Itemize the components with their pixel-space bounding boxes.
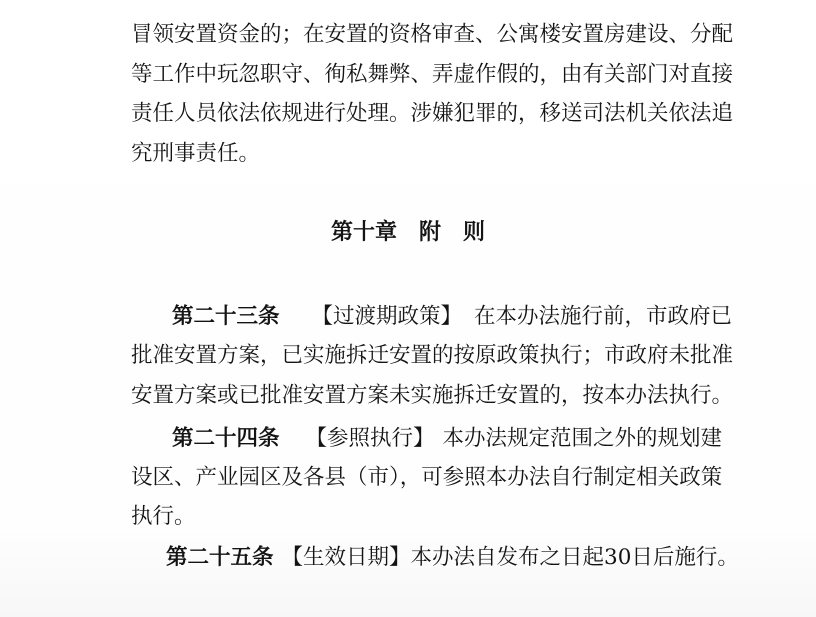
paragraph-line: 冒领安置资金的；在安置的资格审查、公寓楼安置房建设、分配 — [131, 22, 734, 47]
paragraph-line: 批准安置方案，已实施拆迁安置的按原政策执行；市政府未批准 — [131, 343, 734, 368]
paragraph-line: 设区、产业园区及各县（市），可参照本办法自行制定相关政策 — [131, 465, 723, 490]
article-23-line-1 — [172, 302, 732, 332]
article-title: 【过渡期政策】 — [311, 304, 463, 329]
paragraph-line: 责任人员依法依规进行处理。涉嫌犯罪的，移送司法机关依法追 — [131, 101, 734, 126]
article-title: 【生效日期】 — [281, 545, 411, 570]
article-text: 本办法自发布之日起30日后施行。 — [410, 545, 739, 570]
article-text: 在本办法施行前，市政府已 — [474, 304, 733, 329]
article-number: 第二十三条 — [172, 304, 280, 329]
paragraph-line: 安置方案或已批准安置方案未实施拆迁安置的，按本办法执行。 — [131, 383, 734, 408]
paragraph-line: 等工作中玩忽职守、徇私舞弊、弄虚作假的，由有关部门对直接 — [131, 62, 734, 87]
article-text: 本办法规定范围之外的规划建 — [442, 426, 723, 451]
article-number: 第二十四条 — [172, 426, 280, 451]
article-title: 【参照执行】 — [305, 426, 435, 451]
article-number: 第二十五条 — [166, 545, 274, 570]
chapter-heading: 第十章 附 则 — [330, 220, 485, 245]
article-25-line-1 — [166, 543, 739, 573]
article-24-line-1 — [172, 424, 722, 454]
paragraph-line: 究刑事责任。 — [131, 141, 261, 166]
paragraph-line: 执行。 — [131, 504, 196, 529]
